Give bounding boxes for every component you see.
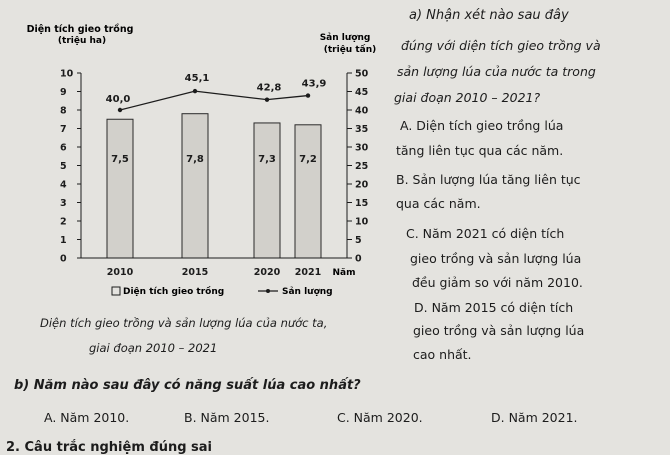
right-axis-tick-label: 35 — [355, 124, 369, 135]
question-b-option-d: D. Năm 2021. — [491, 410, 578, 425]
right-axis-tick-label: 20 — [355, 179, 369, 191]
line-value-label: 42,8 — [256, 82, 282, 94]
question-a-line1: a) Nhận xét nào sau đây — [409, 8, 569, 23]
legend-bar-label: Diện tích gieo trồng — [123, 287, 225, 297]
category-label: 2010 — [106, 267, 134, 278]
category-labels — [81, 258, 347, 278]
rice-chart — [0, 0, 400, 300]
bar — [295, 125, 321, 258]
production-line — [120, 91, 308, 110]
question-b-option-a: A. Năm 2010. — [44, 410, 130, 425]
category-label: 2021 — [294, 267, 322, 278]
left-axis-tick-label: 1 — [60, 235, 67, 246]
bar-value-label: 7,3 — [258, 154, 276, 165]
left-axis-tick-label: 0 — [60, 253, 67, 265]
right-axis-tick-label: 30 — [355, 142, 369, 154]
option-d-line2: gieo trồng và sản lượng lúa — [413, 323, 585, 338]
option-c-line1: C. Năm 2021 có diện tích — [406, 226, 565, 241]
line-point — [193, 89, 197, 93]
left-axis-tick-label: 5 — [60, 161, 67, 172]
right-axis-tick-label: 40 — [355, 105, 369, 117]
bar-value-label: 7,2 — [299, 154, 317, 165]
right-axis-tick-label: 10 — [355, 216, 369, 228]
question-a-line4: giai đoạn 2010 – 2021? — [394, 90, 541, 105]
option-c-line3: đều giảm so với năm 2010. — [412, 275, 583, 290]
option-d-line3: cao nhất. — [413, 347, 472, 362]
section-heading: 2. Câu trắc nghiệm đúng sai — [6, 440, 213, 455]
chart-caption-line1: Diện tích gieo trồng và sản lượng lúa của nước ta, — [40, 316, 328, 330]
option-a-line1: A. Diện tích gieo trồng lúa — [400, 118, 564, 133]
right-axis-tick-label: 25 — [355, 161, 369, 172]
left-axis-title: Diện tích gieo trồng — [26, 24, 134, 35]
line-value-label: 40,0 — [105, 94, 131, 105]
legend-bar-swatch — [112, 287, 120, 295]
chart-caption-line2: giai đoạn 2010 – 2021 — [89, 341, 218, 355]
left-axis-tick-label: 3 — [60, 198, 67, 209]
legend-line-marker — [266, 289, 270, 293]
option-b-line2: qua các năm. — [396, 196, 481, 211]
bar — [254, 123, 280, 258]
line-series — [106, 73, 327, 112]
right-axis-tick-label: 15 — [355, 198, 369, 209]
right-axis-tick-label: 45 — [355, 87, 369, 98]
category-label: 2015 — [181, 267, 209, 278]
left-axis — [60, 69, 81, 265]
left-axis-tick-label: 7 — [60, 124, 67, 135]
question-a-line2: đúng với diện tích gieo trồng và — [401, 38, 601, 53]
right-axis-tick-label: 0 — [355, 253, 362, 265]
question-b-prompt: b) Năm nào sau đây có năng suất lúa cao nhất? — [14, 378, 361, 393]
question-a-line3: sản lượng lúa của nước ta trong — [397, 64, 596, 79]
line-point — [118, 108, 122, 112]
bar-value-label: 7,5 — [111, 154, 129, 165]
question-b-option-c: C. Năm 2020. — [337, 410, 423, 425]
left-axis-tick-label: 9 — [60, 87, 67, 98]
question-b-option-b: B. Năm 2015. — [184, 410, 270, 425]
right-axis — [347, 69, 369, 265]
option-b-line1: B. Sản lượng lúa tăng liên tục — [396, 172, 581, 187]
bar-series — [107, 114, 321, 258]
right-axis-title: Sản lượng — [319, 33, 371, 43]
left-axis-unit: (triệu ha) — [57, 36, 107, 46]
line-value-label: 43,9 — [301, 78, 327, 90]
x-axis-label: Năm — [332, 268, 356, 278]
line-point — [306, 93, 310, 97]
right-axis-tick-label: 50 — [355, 68, 369, 80]
left-axis-tick-label: 10 — [60, 68, 74, 80]
option-a-line2: tăng liên tục qua các năm. — [396, 143, 564, 158]
bar — [107, 119, 133, 258]
line-value-label: 45,1 — [184, 73, 210, 85]
right-axis-unit: (triệu tấn) — [323, 45, 377, 55]
left-axis-tick-label: 2 — [60, 216, 67, 228]
option-c-line2: gieo trồng và sản lượng lúa — [410, 251, 582, 266]
right-axis-tick-label: 5 — [355, 235, 362, 246]
line-point — [265, 97, 269, 101]
left-axis-tick-label: 4 — [60, 179, 67, 191]
bar — [182, 114, 208, 258]
option-d-line1: D. Năm 2015 có diện tích — [414, 300, 574, 315]
category-label: 2020 — [253, 267, 281, 278]
left-axis-tick-label: 8 — [60, 105, 67, 117]
left-axis-tick-label: 6 — [60, 142, 67, 154]
bar-value-label: 7,8 — [186, 154, 204, 165]
legend-line-label: Sản lượng — [282, 287, 333, 297]
